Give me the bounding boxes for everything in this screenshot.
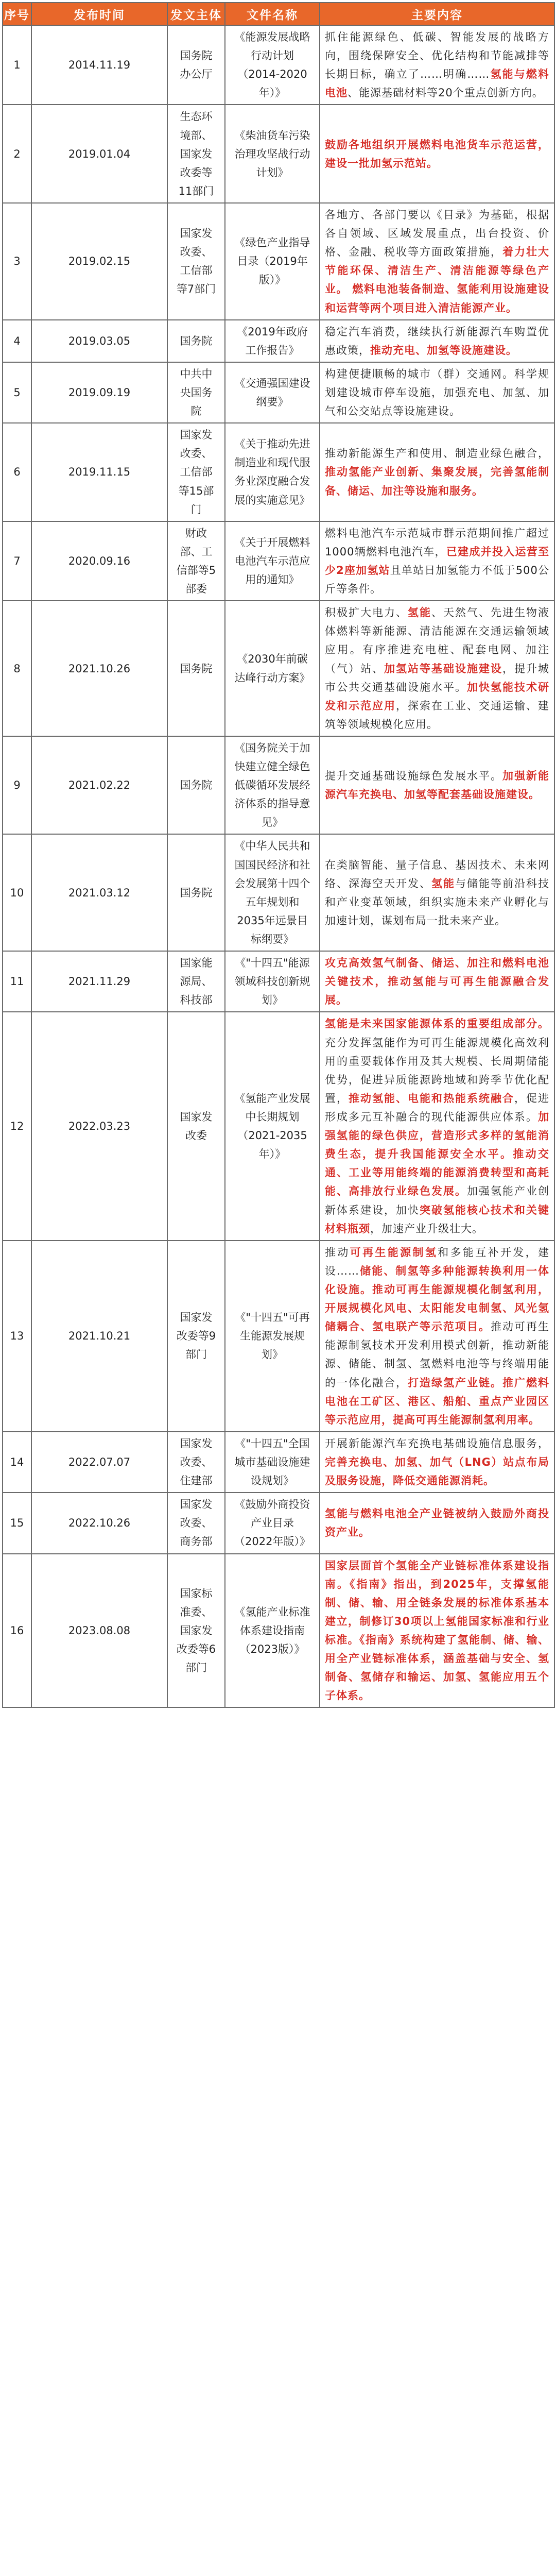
table-row [3, 203, 554, 320]
table-row [3, 423, 554, 521]
issuer-cell: 国务院 [167, 601, 225, 736]
highlighted-text: 鼓励各地组织开展燃料电池货车示范运营，建设一批加氢示范站。 [325, 138, 549, 170]
content-text: 与储能等前沿科技和产业变革领域，组织实施未来产业孵化与加速计划，谋划布局一批未来产业。 [325, 877, 549, 927]
content-text: 推动新能源生产和使用、制造业绿色融合， [325, 447, 549, 460]
table-row [3, 105, 554, 203]
table-row [3, 1432, 554, 1493]
release-date-cell: 2022.03.23 [31, 1012, 167, 1240]
table-row [3, 362, 554, 423]
issuer-cell: 生态环境部、国家发改委等11部门 [167, 105, 225, 203]
issuer-cell: 国家发改委、商务部 [167, 1493, 225, 1553]
content-text: 推动 [325, 1246, 350, 1259]
release-date-cell: 2019.09.19 [31, 362, 167, 423]
release-date-cell: 2021.10.26 [31, 601, 167, 736]
table-body [3, 25, 554, 1707]
highlighted-text: 国家层面首个氢能全产业链标准体系建设指南。《指南》指出，到2025年，支撑氢能制、储、输、用全链条发展的标准体系基本建立，制修订30项以上氢能国家标准和行业标准。《指南》系统构建了氢能制、储、输、用全产业链标准体系，涵盖基础与安全、氢制备、氢储存和输运、加氢、氢能应用五个子体系。 [325, 1559, 549, 1702]
row-number-cell: 8 [3, 601, 31, 736]
header-content: 主要内容 [320, 3, 554, 25]
issuer-cell: 国家发改委 [167, 1012, 225, 1240]
content-text: 、能源基础材料等20个重点创新方向。 [348, 87, 544, 99]
issuer-cell: 财政部、工信部等5部委 [167, 521, 225, 601]
highlighted-text: 加快氢能技术研发和示范应用 [325, 681, 549, 712]
row-number-cell: 12 [3, 1012, 31, 1240]
highlighted-text: 着力壮大节能环保、清洁生产、清洁能源等绿色产业。 [325, 246, 549, 296]
row-number-cell: 9 [3, 736, 31, 835]
release-date-cell: 2020.09.16 [31, 521, 167, 601]
row-number-cell: 16 [3, 1554, 31, 1708]
highlighted-text: 突破氢能核心技术和关键材料瓶颈 [325, 1204, 549, 1235]
table-row [3, 521, 554, 601]
highlighted-text: 加强氢能的绿色供应，营造形式多样的氢能消费生态，提升我国能源安全水平。推动交通、工业等用能终端的能源消费转型和高耗能、高排放行业绿色发展。 [325, 1111, 549, 1198]
content-text: 、天然气、先进生物液体燃料等新能源、清洁能源在交通运输领域应用。有序推进充电桩、配套电网、加注（气）站、 [325, 606, 549, 675]
document-name-cell: 《能源发展战略行动计划（2014-2020年）》 [225, 25, 320, 105]
content-text: 充分发挥氢能作为可再生能源规模化高效利用的重要载体作用及其大规模、长周期储能优势，促进异质能源跨地域和跨季节优化配置， [325, 1036, 549, 1105]
document-name-cell: 《氢能产业标准体系建设指南（2023版）》 [225, 1554, 320, 1708]
highlighted-text: 氢能与燃料电池全产业链被纳入鼓励外商投资产业。 [325, 1507, 549, 1539]
content-text: 在类脑智能、量子信息、基因技术、未来网络、深海空天开发、 [325, 858, 549, 890]
table-row [3, 1012, 554, 1240]
release-date-cell: 2019.02.15 [31, 203, 167, 320]
main-content-cell [320, 1432, 554, 1493]
release-date-cell: 2019.01.04 [31, 105, 167, 203]
highlighted-text: 氢能 [431, 877, 455, 890]
main-content-cell [320, 601, 554, 736]
table-row [3, 1241, 554, 1432]
main-content-cell [320, 951, 554, 1012]
row-number-cell: 14 [3, 1432, 31, 1493]
main-content-cell [320, 1554, 554, 1708]
highlighted-text: 推动可再生能源规模化制氢利用，开展规模化风电、太阳能发电制氢、风光氢储耦合、氢电联产等示范项目。 [325, 1283, 549, 1333]
row-number-cell: 10 [3, 834, 31, 951]
issuer-cell: 国务院 [167, 736, 225, 835]
document-name-cell: 《2019年政府工作报告》 [225, 320, 320, 362]
document-name-cell: 《"十四五"能源领域科技创新规划》 [225, 951, 320, 1012]
issuer-cell: 中共中央国务院 [167, 362, 225, 423]
highlighted-text: 完善充换电、加氢、加气（LNG）站点布局及服务设施，降低交通能源消耗。 [325, 1455, 549, 1487]
main-content-cell [320, 203, 554, 320]
highlighted-text: 攻克高效氢气制备、储运、加注和燃料电池关键技术，推动氢能与可再生能源融合发展。 [325, 957, 549, 1007]
highlighted-text: 已建成并投入运营至少2座加氢站 [325, 545, 549, 577]
highlighted-text: 推动充电、加氢等设施建设。 [370, 344, 517, 357]
content-text: 和多能互补开发，建设…… [325, 1246, 550, 1277]
issuer-cell: 国家发改委等9部门 [167, 1241, 225, 1432]
row-number-cell: 5 [3, 362, 31, 423]
issuer-cell: 国家发改委、工信部等7部门 [167, 203, 225, 320]
main-content-cell [320, 105, 554, 203]
release-date-cell: 2022.10.26 [31, 1493, 167, 1553]
highlighted-text: 推广燃料电池在工矿区、港区、船舶、重点产业园区等示范应用，提高可再生能源制氢利用率。 [325, 1376, 549, 1426]
table-row [3, 834, 554, 951]
content-text: ，加速产业升级壮大。 [370, 1222, 483, 1235]
highlighted-text: 推动氢能、电能和热能系统融合 [349, 1092, 514, 1105]
header-issuer: 发文主体 [167, 3, 225, 25]
content-text: 各地方、各部门要以《目录》为基础，根据各自领域、区域发展重点，出台投资、价格、金融、税收等方面政策措施， [325, 208, 549, 259]
main-content-cell [320, 25, 554, 105]
row-number-cell: 3 [3, 203, 31, 320]
document-name-cell: 《绿色产业指导目录（2019年版）》 [225, 203, 320, 320]
document-name-cell: 《关于开展燃料电池汽车示范应用的通知》 [225, 521, 320, 601]
content-text: 积极扩大电力、 [325, 606, 408, 619]
content-text: 开展新能源汽车充换电基础设施信息服务， [325, 1437, 549, 1450]
table-header-row [3, 3, 554, 25]
release-date-cell: 2014.11.19 [31, 25, 167, 105]
main-content-cell [320, 1241, 554, 1432]
row-number-cell: 15 [3, 1493, 31, 1553]
table-row [3, 320, 554, 362]
issuer-cell: 国家标准委、国家发改委等6部门 [167, 1554, 225, 1708]
main-content-cell [320, 362, 554, 423]
table-row [3, 25, 554, 105]
release-date-cell: 2021.03.12 [31, 834, 167, 951]
issuer-cell: 国家发改委、住建部 [167, 1432, 225, 1493]
document-name-cell: 《"十四五"全国城市基础设施建设规划》 [225, 1432, 320, 1493]
issuer-cell: 国务院办公厅 [167, 25, 225, 105]
content-text: ，促进形成多元互补融合的现代能源供应体系。 [325, 1092, 549, 1124]
main-content-cell [320, 521, 554, 601]
highlighted-text: 打造绿氢产业链。 [408, 1376, 502, 1389]
content-text: 稳定汽车消费，继续执行新能源汽车购置优惠政策， [325, 325, 549, 357]
row-number-cell: 2 [3, 105, 31, 203]
issuer-cell: 国家能源局、科技部 [167, 951, 225, 1012]
highlighted-text: 推动氢能产业创新、集聚发展，完善氢能制备、储运、加注等设施和服务。 [325, 466, 549, 497]
document-name-cell: 《柴油货车污染治理攻坚战行动计划》 [225, 105, 320, 203]
highlighted-text: 氢能与燃料电池 [325, 68, 549, 99]
content-text: 加强氢能产业创新体系建设，加快 [325, 1185, 549, 1216]
header-doc: 文件名称 [225, 3, 320, 25]
document-name-cell: 《交通强国建设纲要》 [225, 362, 320, 423]
content-text: 且单站日加氢能力不低于500公斤等条件。 [325, 564, 549, 596]
release-date-cell: 2021.02.22 [31, 736, 167, 835]
issuer-cell: 国务院 [167, 834, 225, 951]
issuer-cell: 国务院 [167, 320, 225, 362]
main-content-cell [320, 1012, 554, 1240]
document-name-cell: 《"十四五"可再生能源发展规划》 [225, 1241, 320, 1432]
main-content-cell [320, 736, 554, 835]
highlighted-text: 燃料电池装备制造、氢能利用设施建设和运营等两个项目进入清洁能源产业。 [325, 283, 549, 314]
highlighted-text: 加强新能源汽车充换电、加氢等配套基础设施建设。 [325, 770, 549, 801]
highlighted-text: 氢能 [408, 606, 431, 619]
document-name-cell: 《2030年前碳达峰行动方案》 [225, 601, 320, 736]
header-date: 发布时间 [31, 3, 167, 25]
content-text: 提升交通基础设施绿色发展水平。 [325, 770, 502, 783]
row-number-cell: 4 [3, 320, 31, 362]
document-name-cell: 《关于推动先进制造业和现代服务业深度融合发展的实施意见》 [225, 423, 320, 521]
main-content-cell [320, 1493, 554, 1553]
policy-table [2, 2, 555, 1708]
table-row [3, 601, 554, 736]
release-date-cell: 2021.10.21 [31, 1241, 167, 1432]
document-name-cell: 《国务院关于加快建立健全绿色低碳循环发展经济体系的指导意见》 [225, 736, 320, 835]
issuer-cell: 国家发改委、工信部等15部门 [167, 423, 225, 521]
content-text: 构建便捷顺畅的城市（群）交通网。科学规划建设城市停车设施，加强充电、加氢、加气和公交站点等设施建设。 [325, 367, 549, 418]
header-no: 序号 [3, 3, 31, 25]
main-content-cell [320, 834, 554, 951]
content-text: 燃料电池汽车示范城市群示范期间推广超过1000辆燃料电池汽车， [325, 527, 549, 558]
row-number-cell: 13 [3, 1241, 31, 1432]
highlighted-text: 加氢站等基础设施建设 [384, 662, 502, 675]
table-row [3, 1493, 554, 1553]
table-row [3, 736, 554, 835]
release-date-cell: 2021.11.29 [31, 951, 167, 1012]
document-name-cell: 《中华人民共和国国民经济和社会发展第十四个五年规划和2035年远景目标纲要》 [225, 834, 320, 951]
row-number-cell: 11 [3, 951, 31, 1012]
table-row [3, 951, 554, 1012]
highlighted-text: 氢能是未来国家能源体系的重要组成部分。 [325, 1018, 549, 1030]
release-date-cell: 2019.03.05 [31, 320, 167, 362]
highlighted-text: 储能、制氢等多种能源转换利用一体化设施。 [325, 1264, 550, 1296]
row-number-cell: 7 [3, 521, 31, 601]
row-number-cell: 1 [3, 25, 31, 105]
release-date-cell: 2023.08.08 [31, 1554, 167, 1708]
content-text: ，提升城市公共交通基础设施水平。 [325, 662, 549, 693]
main-content-cell [320, 423, 554, 521]
content-text: ，探索在工业、交通运输、建筑等领域规模化应用。 [325, 699, 549, 731]
row-number-cell: 6 [3, 423, 31, 521]
content-text: 推动可再生能源制氢技术开发利用模式创新，推动新能源、储能、制氢、氢燃料电池等与终端用能的一体化融合， [325, 1320, 549, 1389]
release-date-cell: 2022.07.07 [31, 1432, 167, 1493]
highlighted-text: 可再生能源制氢 [350, 1246, 438, 1259]
release-date-cell: 2019.11.15 [31, 423, 167, 521]
main-content-cell [320, 320, 554, 362]
document-name-cell: 《氢能产业发展中长期规划（2021-2035年）》 [225, 1012, 320, 1240]
table-row [3, 1554, 554, 1708]
document-name-cell: 《鼓励外商投资产业目录（2022年版）》 [225, 1493, 320, 1553]
content-text: 抓住能源绿色、低碳、智能发展的战略方向，围绕保障安全、优化结构和节能减排等长期目标，确立了……明确…… [325, 31, 549, 81]
